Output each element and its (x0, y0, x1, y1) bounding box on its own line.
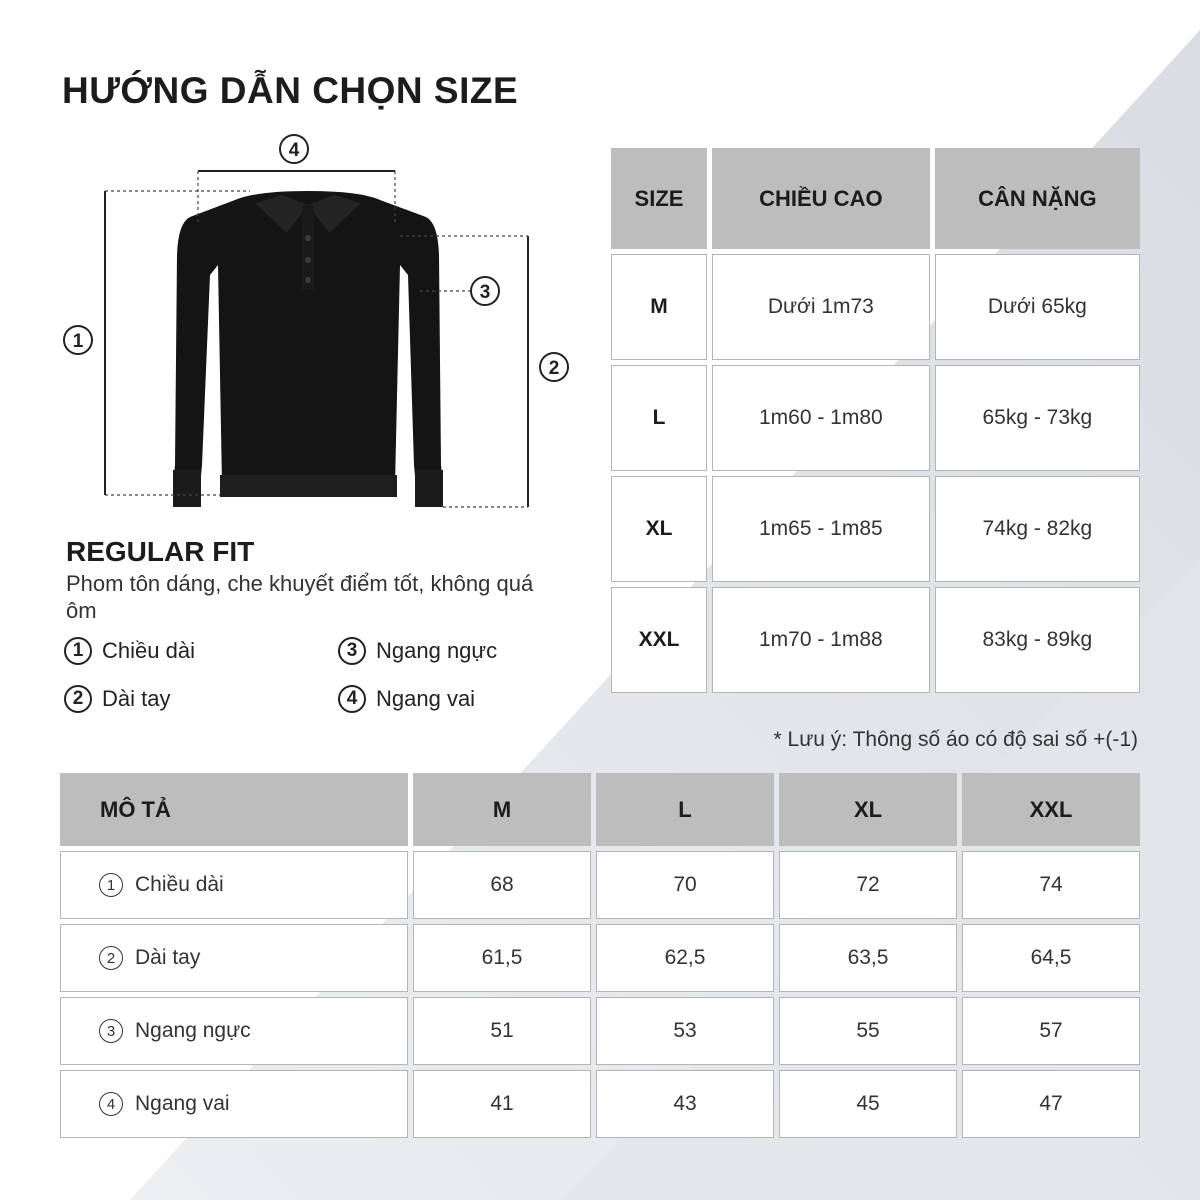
size-cell: M (611, 254, 707, 360)
header-size: SIZE (611, 148, 707, 249)
row-label: Dài tay (135, 946, 201, 969)
marker-1: 1 (72, 331, 84, 352)
value-cell: 61,5 (413, 924, 591, 992)
description-cell (60, 997, 408, 1065)
row-label: Chiều dài (135, 873, 224, 896)
height-cell: 1m70 - 1m88 (712, 587, 930, 693)
value-cell: 55 (779, 997, 957, 1065)
value-cell: 47 (962, 1070, 1140, 1138)
fit-description: Phom tôn dáng, che khuyết điểm tốt, không quá ôm (66, 571, 534, 623)
table-row (611, 365, 1140, 471)
row-number: 2 (99, 946, 123, 970)
legend-number: 4 (338, 685, 366, 713)
size-recommendation-table (606, 143, 1145, 698)
table-header-row (611, 148, 1140, 249)
table-header-row (60, 773, 1140, 846)
row-number: 1 (99, 873, 123, 897)
height-cell: 1m65 - 1m85 (712, 476, 930, 582)
value-cell: 72 (779, 851, 957, 919)
polo-shirt-icon (173, 191, 443, 507)
description-cell (60, 924, 408, 992)
value-cell: 53 (596, 997, 774, 1065)
legend-item (64, 637, 195, 665)
value-cell: 45 (779, 1070, 957, 1138)
weight-cell: 74kg - 82kg (935, 476, 1140, 582)
legend-item (338, 637, 497, 665)
weight-cell: Dưới 65kg (935, 254, 1140, 360)
row-number: 4 (99, 1092, 123, 1116)
description-cell (60, 851, 408, 919)
size-cell: XXL (611, 587, 707, 693)
row-number: 3 (99, 1019, 123, 1043)
weight-cell: 83kg - 89kg (935, 587, 1140, 693)
table-row (60, 1070, 1140, 1138)
shirt-diagram (50, 125, 590, 525)
table-row (60, 851, 1140, 919)
value-cell: 68 (413, 851, 591, 919)
description-cell (60, 1070, 408, 1138)
legend-label: Ngang vai (376, 686, 476, 711)
size-cell: L (611, 365, 707, 471)
height-cell: Dưới 1m73 (712, 254, 930, 360)
measurement-table (55, 768, 1145, 1143)
value-cell: 51 (413, 997, 591, 1065)
measurement-legend (64, 637, 584, 727)
legend-label: Ngang ngực (376, 638, 498, 663)
tolerance-note: * Lưu ý: Thông số áo có độ sai số +(-1) (773, 728, 1138, 751)
legend-number: 3 (338, 637, 366, 665)
legend-label: Chiều dài (102, 638, 195, 663)
header-weight: CÂN NẶNG (935, 148, 1140, 249)
header-height: CHIỀU CAO (712, 148, 930, 249)
weight-cell: 65kg - 73kg (935, 365, 1140, 471)
row-label: Ngang vai (135, 1092, 230, 1115)
value-cell: 43 (596, 1070, 774, 1138)
value-cell: 63,5 (779, 924, 957, 992)
value-cell: 64,5 (962, 924, 1140, 992)
value-cell: 57 (962, 997, 1140, 1065)
header-size-m: M (413, 773, 591, 846)
table-row (60, 997, 1140, 1065)
legend-item (64, 685, 170, 713)
header-size-l: L (596, 773, 774, 846)
legend-number: 1 (64, 637, 92, 665)
row-label: Ngang ngực (135, 1019, 251, 1042)
marker-3: 3 (479, 282, 491, 303)
table-row (60, 924, 1140, 992)
fit-title: REGULAR FIT (66, 536, 255, 567)
header-size-xl: XL (779, 773, 957, 846)
legend-item (338, 685, 475, 713)
height-cell: 1m60 - 1m80 (712, 365, 930, 471)
table-row (611, 587, 1140, 693)
header-size-xxl: XXL (962, 773, 1140, 846)
size-cell: XL (611, 476, 707, 582)
marker-4: 4 (288, 140, 300, 161)
legend-label: Dài tay (102, 686, 171, 711)
value-cell: 41 (413, 1070, 591, 1138)
table-row (611, 254, 1140, 360)
header-description: MÔ TẢ (60, 773, 408, 846)
marker-2: 2 (548, 358, 560, 379)
page-title: HƯỚNG DẪN CHỌN SIZE (62, 70, 519, 111)
value-cell: 62,5 (596, 924, 774, 992)
value-cell: 70 (596, 851, 774, 919)
legend-number: 2 (64, 685, 92, 713)
table-row (611, 476, 1140, 582)
value-cell: 74 (962, 851, 1140, 919)
